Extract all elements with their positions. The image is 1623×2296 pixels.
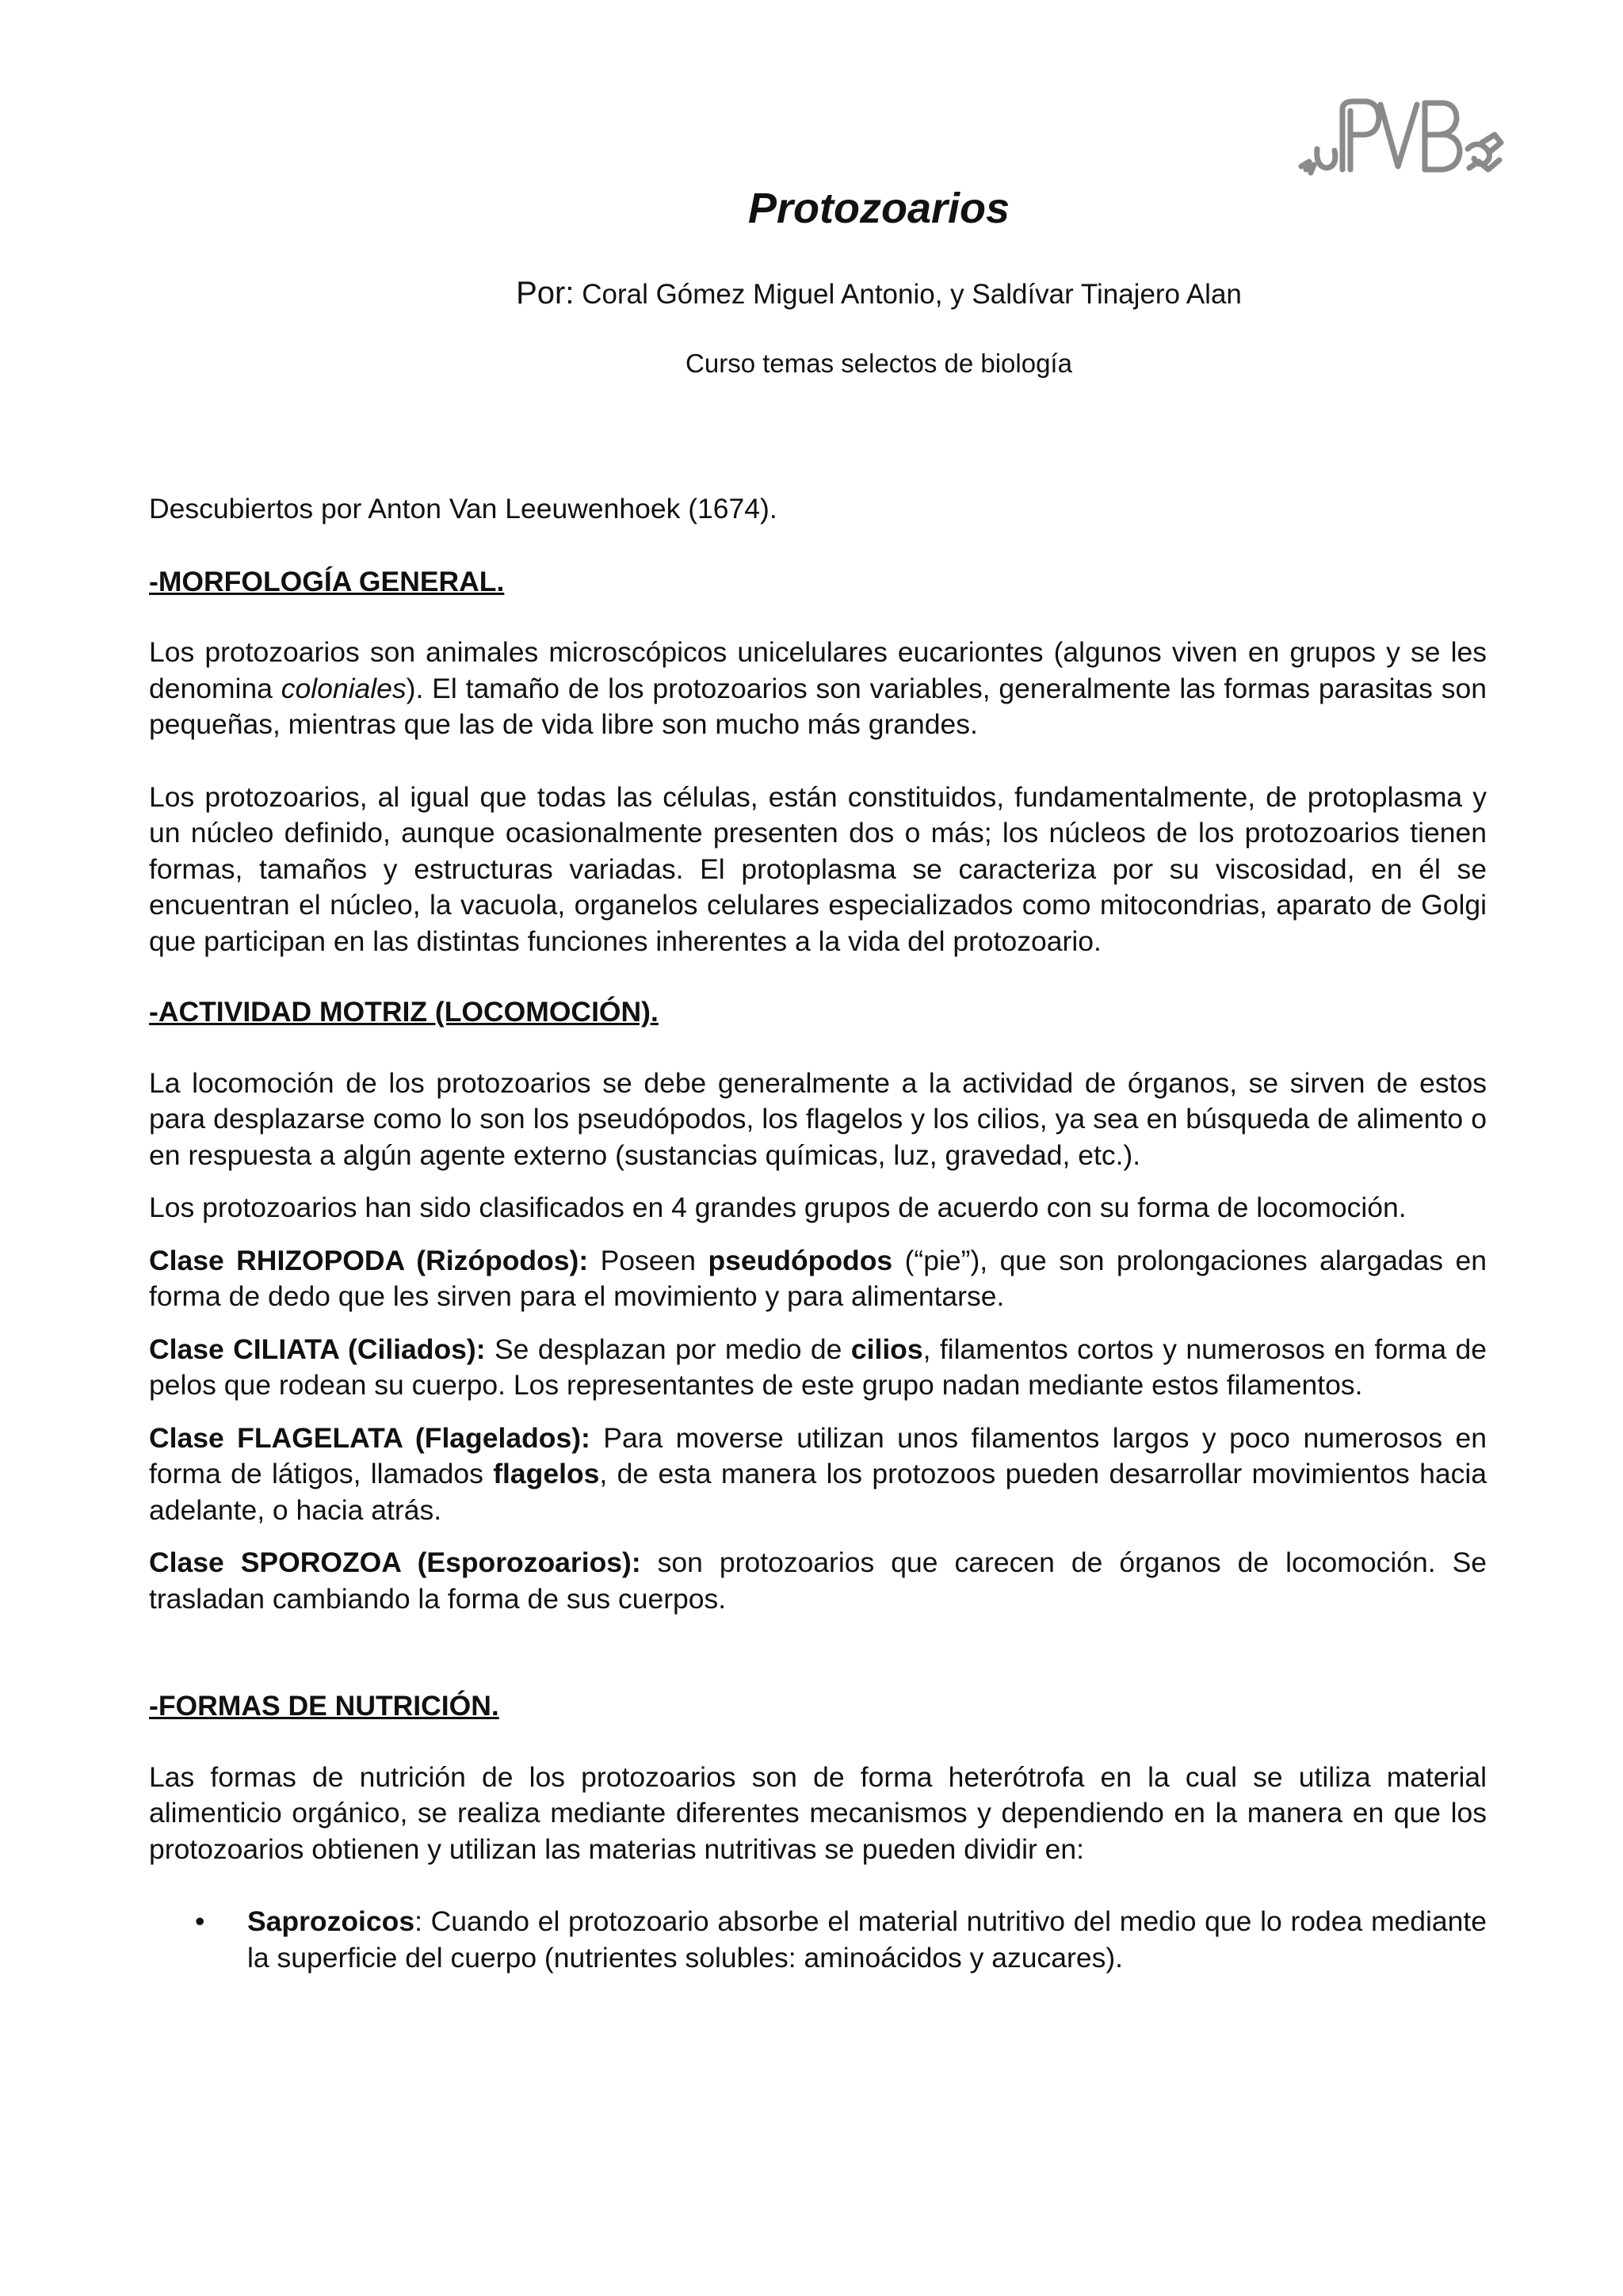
intro-paragraph: Descubiertos por Anton Van Leeuwenhoek (1674). xyxy=(149,493,777,524)
section-heading-nutricion: -FORMAS DE NUTRICIÓN. xyxy=(149,1690,499,1722)
section-heading-morfologia: -MORFOLOGÍA GENERAL. xyxy=(149,565,505,597)
list-item: • Saprozoicos: Cuando el protozoario absorbe el material nutritivo del medio que lo rodea mediante la superficie del cuerpo (nutrientes solubles: aminoácidos y azucares). xyxy=(195,1905,1487,1974)
emphasis-coloniales: coloniales xyxy=(281,672,407,704)
clase-flagelata: Clase FLAGELATA (Flagelados): Para moverse utilizan unos filamentos largos y poco numerosos en forma de látigos, llamados flagelos, de esta manera los protozoos pueden desarrollar movimientos hacia adelante, o hacia atrás. xyxy=(149,1421,1487,1526)
course-name: Curso temas selectos de biología xyxy=(685,349,1072,378)
pvb-logo-icon xyxy=(1298,93,1504,176)
document-body xyxy=(149,491,1487,1976)
document-title: Protozoarios xyxy=(747,185,1010,232)
logo-text: PVB xyxy=(1298,93,1300,94)
byline-label: Por: xyxy=(516,276,575,311)
bullet-icon: • xyxy=(195,1905,205,1937)
byline xyxy=(0,276,1623,311)
morfologia-paragraph-2: Los protozoarios, al igual que todas las células, están constituidos, fundamentalmente, de protoplasma y un núcleo definido, aunque ocasionalmente presenten dos o más; los núcleos de los protozoarios tienen formas, tamaños y estructuras variadas. El protoplasma se caracteriza por su viscosidad, en él se encuentran el núcleo, la vacuola, organelos celulares especializados como mitocondrias, aparato de Golgi que participan en las distintas funciones inherentes a la vida del protozoario. xyxy=(149,780,1487,957)
morfologia-paragraph-1: Los protozoarios son animales microscópicos unicelulares eucariontes (algunos viven en grupos y se les denomina coloniales). El tamaño de los protozoarios son variables, generalmente las formas parasitas son pequeñas, mientras que las de vida libre son mucho más grandes. xyxy=(149,636,1487,740)
clase-ciliata: Clase CILIATA (Ciliados): Se desplazan por medio de cilios, filamentos cortos y numerosos en forma de pelos que rodean su cuerpo. Los representantes de este grupo nadan mediante estos filamentos. xyxy=(149,1333,1487,1401)
clase-rhizopoda: Clase RHIZOPODA (Rizópodos): Poseen pseudópodos (“pie”), que son prolongaciones alargadas en forma de dedo que les sirven para el movimiento y para alimentarse. xyxy=(149,1244,1487,1312)
section-heading-actividad: -ACTIVIDAD MOTRIZ (LOCOMOCIÓN). xyxy=(149,996,659,1028)
actividad-paragraph-1: La locomoción de los protozoarios se debe generalmente a la actividad de órganos, se sirven de estos para desplazarse como lo son los pseudópodos, los flagelos y los cilios, ya sea en búsqueda de alimento o en respuesta a algún agente externo (sustancias químicas, luz, gravedad, etc.). xyxy=(149,1066,1487,1171)
actividad-paragraph-2: Los protozoarios han sido clasificados en 4 grandes grupos de acuerdo con su forma de locomoción. xyxy=(149,1192,1407,1223)
nutricion-list xyxy=(149,1904,1487,1976)
clase-sporozoa: Clase SPOROZOA (Esporozoarios): son protozoarios que carecen de órganos de locomoción. Se trasladan cambiando la forma de sus cuerpos. xyxy=(149,1547,1487,1615)
byline-authors: Coral Gómez Miguel Antonio, y Saldívar Tinajero Alan xyxy=(582,279,1242,310)
nutricion-paragraph-1: Las formas de nutrición de los protozoarios son de forma heterótrofa en la cual se utiliza material alimenticio orgánico, se realiza mediante diferentes mecanismos y dependiendo en la manera en que los protozoarios obtienen y utilizan las materias nutritivas se pueden dividir en: xyxy=(149,1760,1487,1865)
